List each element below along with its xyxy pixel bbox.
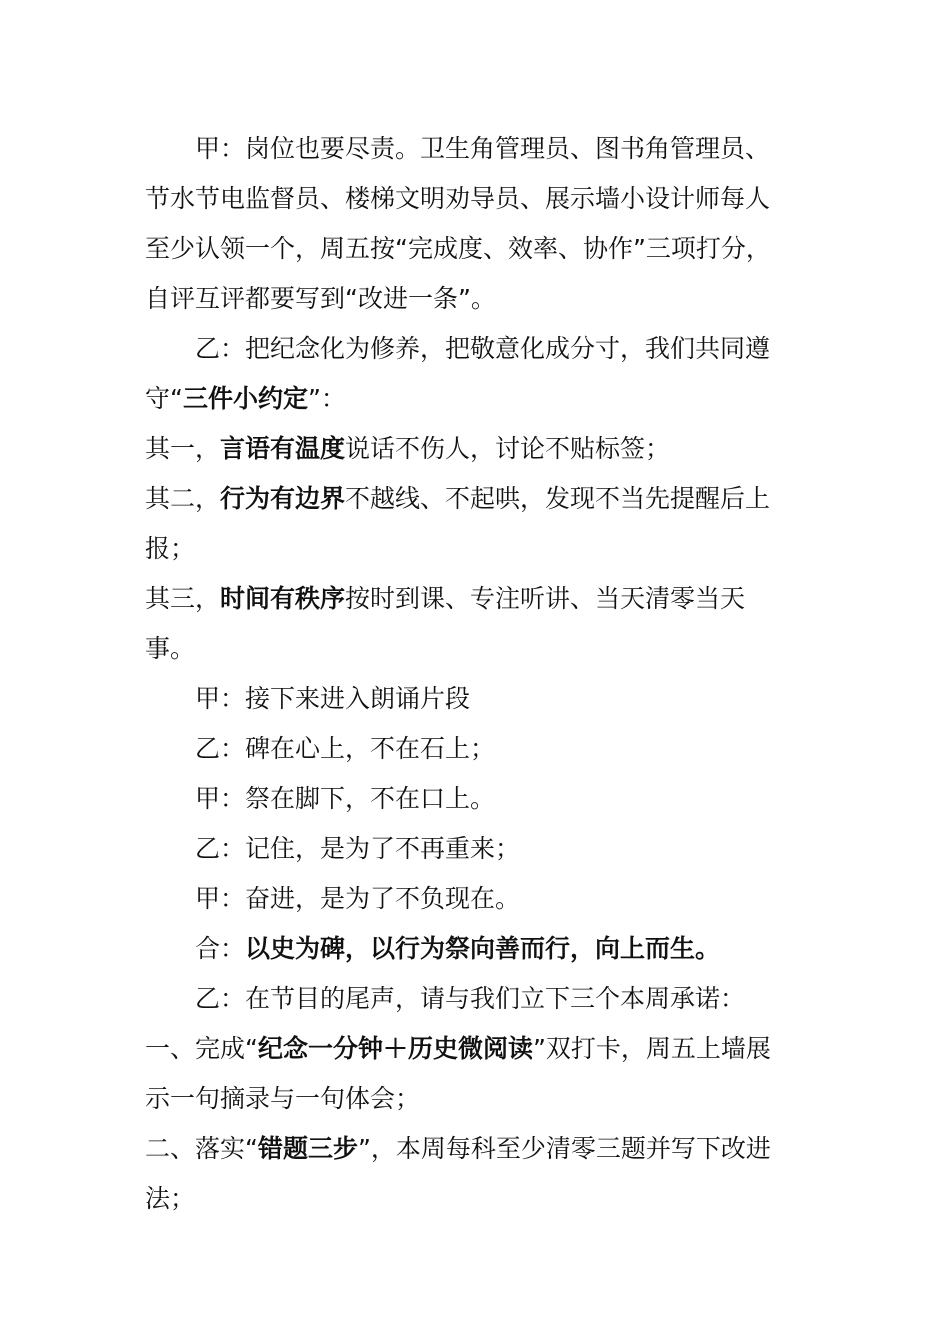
text-run: 乙：在节目的尾声，请与我们立下三个本周承诺： — [195, 984, 746, 1013]
text-run: 说话不伤人，讨论不贴标签； — [345, 434, 671, 463]
bold-text-run: 错题三步 — [257, 1134, 358, 1163]
text-run: 甲：奋进，是为了不负现在。 — [195, 884, 521, 913]
paragraph — [145, 1124, 790, 1224]
paragraph — [145, 924, 790, 974]
text-run: 二、落实“ — [145, 1134, 258, 1163]
text-run: 合： — [195, 934, 246, 963]
bold-text-run: 行为有边界 — [220, 484, 346, 513]
bold-text-run: 纪念一分钟＋历史微阅读 — [257, 1034, 533, 1063]
bold-text-run: 时间有秩序 — [220, 584, 346, 613]
text-run: 其三， — [145, 584, 221, 613]
text-run: 甲：岗位也要尽责。卫生角管理员、图书角管理员、节水节电监督员、楼梯文明劝导员、展示墙小设计师每人至少认领一个，周五按“完成度、效率、协作”三项打分，自评互评都要写到“改进一条”。 — [145, 134, 771, 313]
paragraph — [145, 1024, 790, 1124]
text-run: 不越线、不起哄，发现不当先提醒后上报； — [145, 484, 771, 563]
text-run: 其二， — [145, 484, 221, 513]
text-run: 甲：接下来进入朗诵片段 — [195, 684, 471, 713]
paragraph — [145, 824, 790, 874]
text-run: 一、完成“ — [145, 1034, 258, 1063]
paragraph — [145, 124, 790, 324]
text-run: 乙：把纪念化为修养，把敬意化成分寸，我们共同遵守“ — [145, 334, 771, 413]
paragraph — [145, 474, 790, 574]
paragraph — [145, 674, 790, 724]
paragraph — [145, 574, 790, 674]
document-page — [145, 124, 790, 1224]
text-run: 甲：祭在脚下，不在口上。 — [195, 784, 496, 813]
paragraph — [145, 724, 790, 774]
paragraph — [145, 774, 790, 824]
text-run: ”： — [307, 384, 346, 413]
bold-text-run: 以史为碑，以行为祭向善而行，向上而生。 — [245, 934, 721, 963]
text-run: 其一， — [145, 434, 221, 463]
text-run: ”，本周每科至少清零三题并写下改进法； — [145, 1134, 771, 1213]
bold-text-run: 三件小约定 — [182, 384, 308, 413]
text-run: ”双打卡，周五上墙展示一句摘录与一句体会； — [145, 1034, 771, 1113]
paragraph — [145, 974, 790, 1024]
paragraph — [145, 874, 790, 924]
bold-text-run: 言语有温度 — [220, 434, 346, 463]
paragraph — [145, 424, 790, 474]
paragraph — [145, 324, 790, 424]
text-run: 乙：碑在心上，不在石上； — [195, 734, 496, 763]
text-run: 乙：记住，是为了不再重来； — [195, 834, 521, 863]
text-run: 按时到课、专注听讲、当天清零当天事。 — [145, 584, 746, 663]
